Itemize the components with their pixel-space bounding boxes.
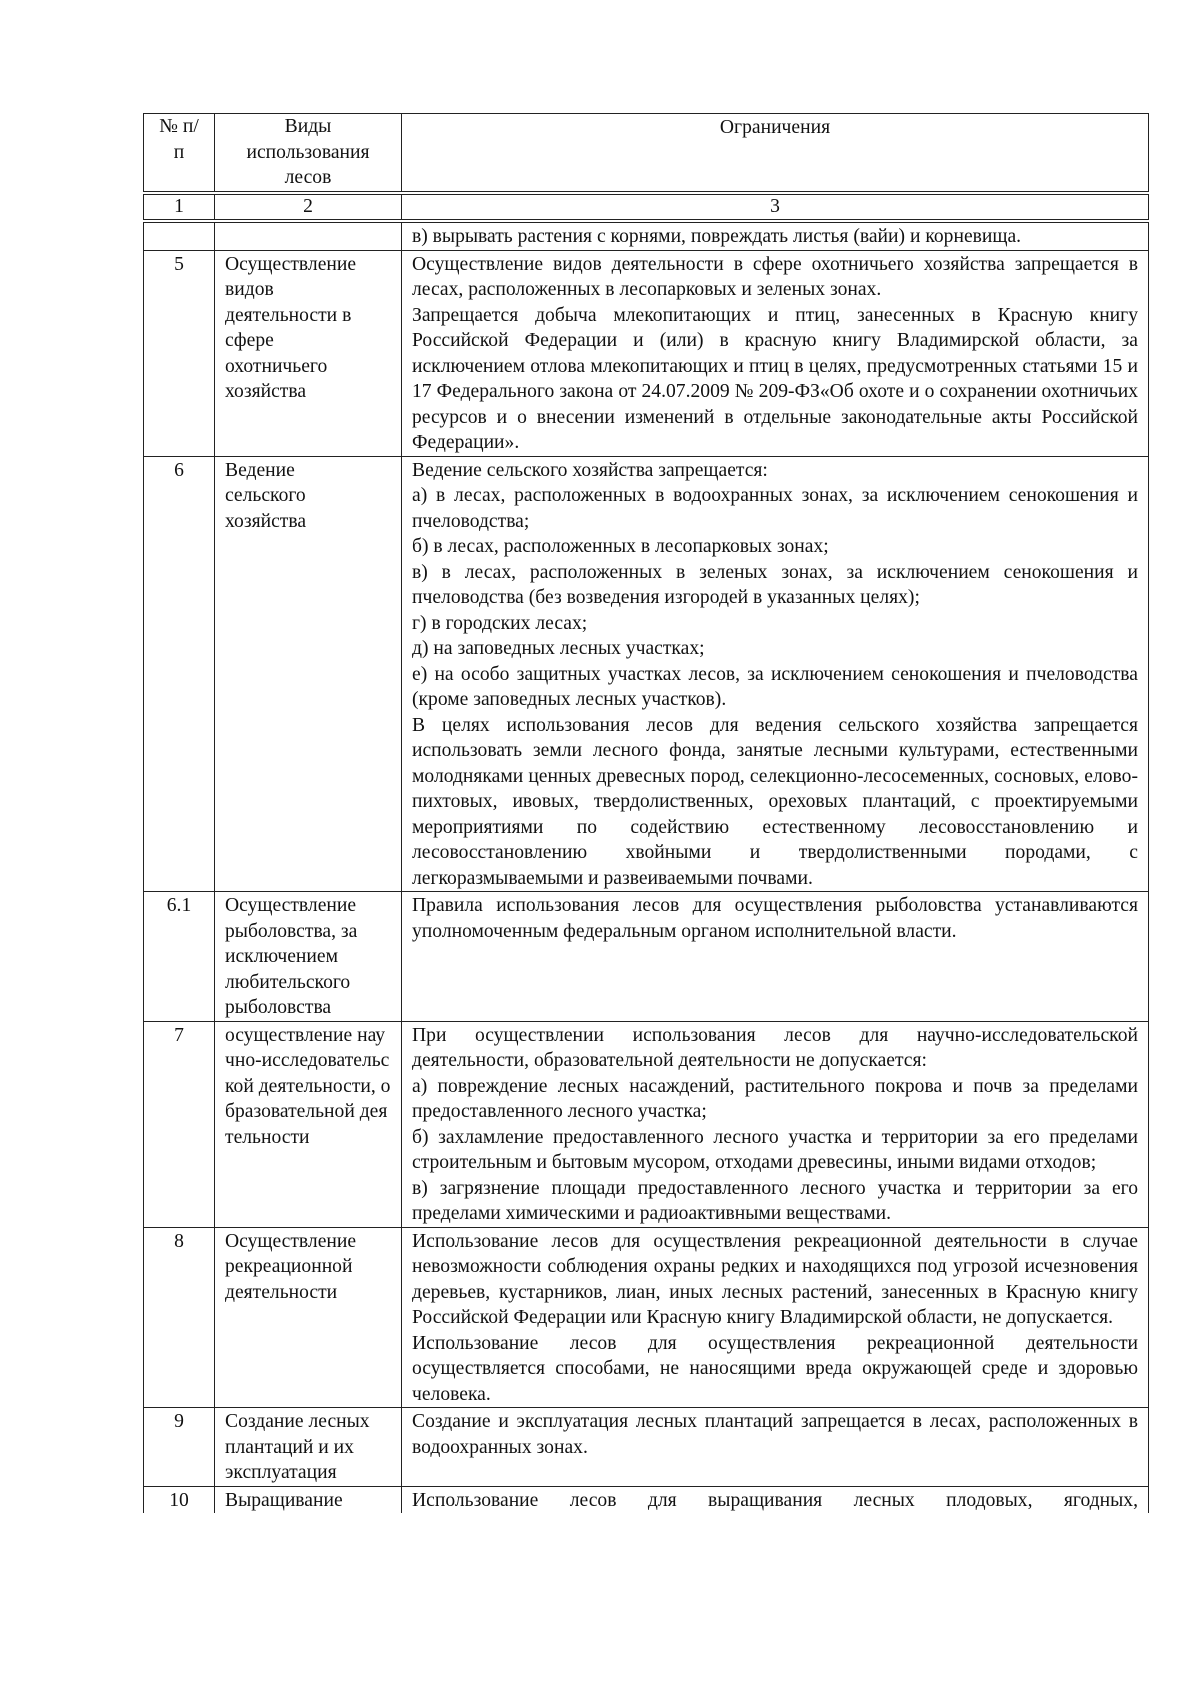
table-row <box>144 1021 1149 1227</box>
restriction-paragraph: в) вырывать растения с корнями, повреждать листья (вайи) и корневища. <box>412 226 1022 247</box>
column-numbering-row <box>144 193 1149 221</box>
column-number-3: 3 <box>402 193 1149 221</box>
row-restrictions <box>402 250 1149 456</box>
row-restrictions <box>402 892 1149 1022</box>
restriction-paragraph: б) в лесах, расположенных в лесопарковых зонах; <box>412 536 829 557</box>
restriction-paragraph: Ведение сельского хозяйства запрещается: <box>412 459 768 481</box>
table-row <box>144 892 1149 1022</box>
restriction-paragraph: д) на заповедных лесных участках; <box>412 638 705 659</box>
row-forest-use: Осуществление видов деятельности в сфере охотничьего хозяйства <box>215 250 402 456</box>
row-number: 5 <box>144 250 215 456</box>
row-forest-use: Ведение сельского хозяйства <box>215 456 402 892</box>
table-row <box>144 250 1149 456</box>
row-number: 9 <box>144 1408 215 1487</box>
table-row <box>144 221 1149 250</box>
restriction-paragraph: В целях использования лесов для ведения сельского хозяйства запрещается использовать земли лесного фонда, занятые лесными культурами, естественными молодняками ценных древесных пород, селекционно-лесосеменных, сосновых, елово-пихтовых, ивовых, твердолиственных, ореховых плантаций, с проектируемыми мероприятиями по содействию естественному лесовосстановлению и лесовосстановлению хвойными и твердолиственными породами, с легкоразмываемыми и развеиваемыми почвами. <box>412 714 1138 889</box>
row-number <box>144 221 215 250</box>
row-forest-use: Осуществление рекреационной деятельности <box>215 1227 402 1408</box>
row-forest-use: осуществление научно-исследовательской деятельности, образовательной деятельности <box>215 1021 402 1227</box>
restriction-paragraph: Использование лесов для осуществления рекреационной деятельности в случае невозможности соблюдения охраны редких и находящихся под угрозой исчезновения деревьев, кустарников, лиан, иных лесных растений, занесенных в Красную книгу Российской Федерации или Красную книгу Владимирской области, не допускается. <box>412 1230 1138 1328</box>
row-forest-use: Выращивание <box>215 1486 402 1513</box>
restriction-paragraph: Правила использования лесов для осуществления рыболовства устанавливаются уполномоченным федеральным органом исполнительной власти. <box>412 895 1138 942</box>
row-forest-use: Осуществление рыболовства, за исключением любительского рыболовства <box>215 892 402 1022</box>
row-number: 10 <box>144 1486 215 1513</box>
row-restrictions <box>402 221 1149 250</box>
row-restrictions <box>402 1021 1149 1227</box>
restriction-paragraph: в) в лесах, расположенных в зеленых зонах, за исключением сенокошения и пчеловодства (без возведения изгородей в указанных целях); <box>412 561 1138 608</box>
restriction-paragraph: в) загрязнение площади предоставленного лесного участка и территории за его пределами химическими и радиоактивными веществами. <box>412 1177 1138 1224</box>
row-restrictions <box>402 456 1149 892</box>
header-number: № п/п <box>144 114 215 194</box>
row-number: 6 <box>144 456 215 892</box>
restriction-paragraph: а) в лесах, расположенных в водоохранных зонах, за исключением сенокошения и пчеловодства; <box>412 485 1138 532</box>
table-header-row <box>144 114 1149 194</box>
restriction-paragraph: б) захламление предоставленного лесного участка и территории за его пределами строительным и бытовым мусором, отходами древесины, иными видами отходов; <box>412 1126 1138 1173</box>
row-number: 7 <box>144 1021 215 1227</box>
restriction-paragraph: е) на особо защитных участках лесов, за исключением сенокошения и пчеловодства (кроме заповедных лесных участков). <box>412 663 1138 710</box>
row-forest-use: Создание лесных плантаций и их эксплуатация <box>215 1408 402 1487</box>
row-number: 6.1 <box>144 892 215 1022</box>
restriction-paragraph: Запрещается добыча млекопитающих и птиц, занесенных в Красную книгу Российской Федерации и (или) в красную книгу Владимирской области, за исключением отлова млекопитающих и птиц в целях, предусмотренных статьями 15 и 17 Федерального закона от 24.07.2009 № 209-ФЗ«Об охоте и о сохранении охотничьих ресурсов и о внесении изменений в отдельные законодательные акты Российской Федерации». <box>412 304 1138 453</box>
restriction-paragraph: г) в городских лесах; <box>412 612 588 634</box>
restriction-paragraph: а) повреждение лесных насаждений, растительного покрова и почв за пределами предоставленного лесного участка; <box>412 1075 1138 1122</box>
row-restrictions <box>402 1408 1149 1487</box>
table-row <box>144 1408 1149 1487</box>
row-forest-use <box>215 221 402 250</box>
restrictions-table <box>143 113 1149 1513</box>
column-number-1: 1 <box>144 193 215 221</box>
row-restrictions <box>402 1227 1149 1408</box>
table-row <box>144 1227 1149 1408</box>
restriction-paragraph: При осуществлении использования лесов для научно-исследовательской деятельности, образовательной деятельности не допускается: <box>412 1024 1138 1071</box>
restriction-paragraph: Использование лесов для выращивания лесных плодовых, ягодных, <box>412 1489 1138 1511</box>
table-row <box>144 1486 1149 1513</box>
header-forest-use-type: Виды использования лесов <box>215 114 402 194</box>
column-number-2: 2 <box>215 193 402 221</box>
row-number: 8 <box>144 1227 215 1408</box>
restriction-paragraph: Использование лесов для осуществления рекреационной деятельности осуществляется способами, не наносящими вреда окружающей среде и здоровью человека. <box>412 1332 1138 1405</box>
header-restrictions: Ограничения <box>402 114 1149 194</box>
restriction-paragraph: Осуществление видов деятельности в сфере охотничьего хозяйства запрещается в лесах, расположенных в лесопарковых и зеленых зонах. <box>412 253 1138 300</box>
table-row <box>144 456 1149 892</box>
restriction-paragraph: Создание и эксплуатация лесных плантаций запрещается в лесах, расположенных в водоохранных зонах. <box>412 1411 1138 1458</box>
row-restrictions <box>402 1486 1149 1513</box>
